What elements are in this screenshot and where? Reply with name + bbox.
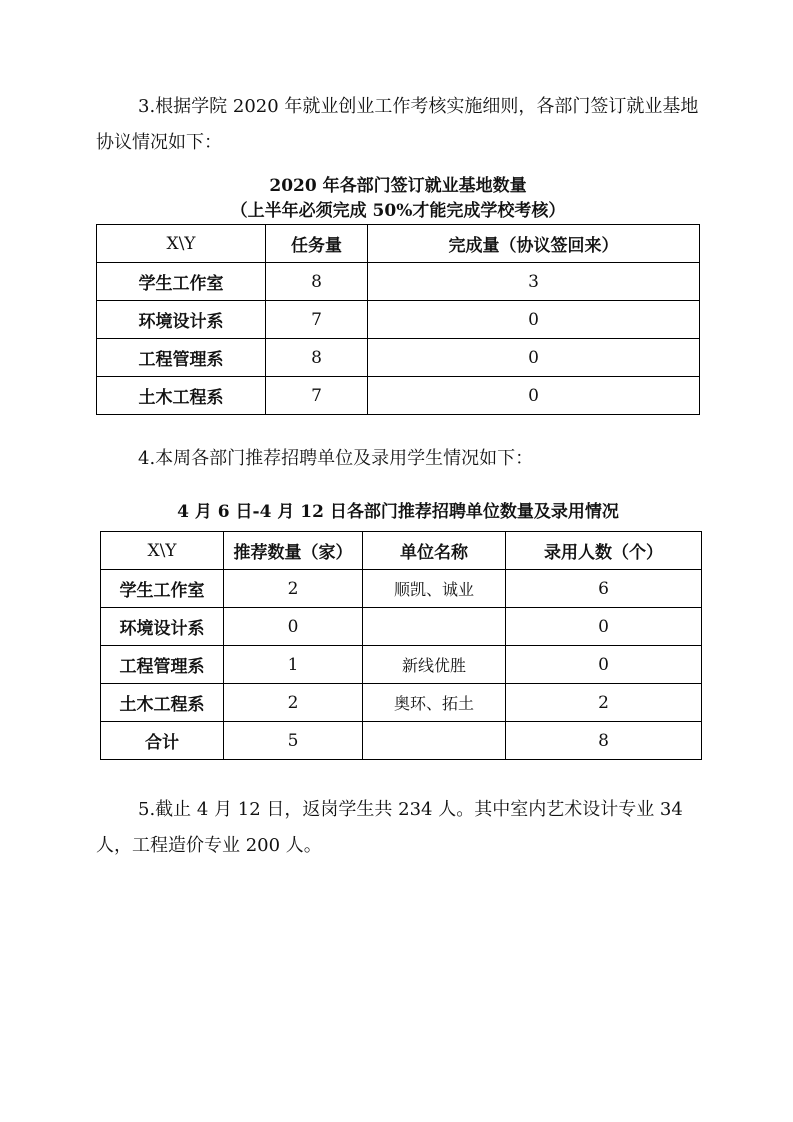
table-total-row (101, 722, 702, 760)
row-dept: 合计 (101, 722, 224, 760)
header-xy: X\Y (97, 225, 266, 263)
row-done: 0 (368, 377, 700, 415)
table-row (101, 570, 702, 608)
table-row (97, 263, 700, 301)
row-hired: 0 (506, 646, 702, 684)
paragraph-4: 4.本周各部门推荐招聘单位及录用学生情况如下： (138, 448, 534, 469)
header-hired: 录用人数（个） (506, 532, 702, 570)
row-dept: 环境设计系 (97, 301, 266, 339)
row-units: 顺凯、诚业 (363, 570, 506, 608)
row-task: 8 (266, 263, 368, 301)
row-dept: 工程管理系 (97, 339, 266, 377)
paragraph-3: 3.根据学院 2020 年就业创业工作考核实施细则，各部门签订就业基地协议情况如下： (96, 96, 699, 153)
header-xy: X\Y (101, 532, 224, 570)
row-done: 0 (368, 301, 700, 339)
header-done: 完成量（协议签回来） (368, 225, 700, 263)
row-dept: 土木工程系 (101, 684, 224, 722)
row-units: 奥环、拓土 (363, 684, 506, 722)
row-task: 8 (266, 339, 368, 377)
table1-caption-line2: （上半年必须完成 50%才能完成学校考核） (230, 201, 566, 221)
row-units: 新线优胜 (363, 646, 506, 684)
row-done: 0 (368, 339, 700, 377)
row-task: 7 (266, 301, 368, 339)
row-dept: 工程管理系 (101, 646, 224, 684)
row-dept: 环境设计系 (101, 608, 224, 646)
row-task: 7 (266, 377, 368, 415)
header-count: 推荐数量（家） (224, 532, 363, 570)
table-header-row (101, 532, 702, 570)
row-hired: 2 (506, 684, 702, 722)
row-count: 0 (224, 608, 363, 646)
row-count: 1 (224, 646, 363, 684)
base-agreement-table (96, 224, 700, 415)
row-dept: 土木工程系 (97, 377, 266, 415)
table-row (97, 377, 700, 415)
row-units (363, 722, 506, 760)
row-done: 3 (368, 263, 700, 301)
table-row (97, 339, 700, 377)
row-count: 5 (224, 722, 363, 760)
row-count: 2 (224, 684, 363, 722)
row-hired: 6 (506, 570, 702, 608)
table-row (101, 608, 702, 646)
header-units: 单位名称 (363, 532, 506, 570)
paragraph-5: 5.截止 4 月 12 日，返岗学生共 234 人。其中室内艺术设计专业 34 人，工程造价专业 200 人。 (96, 799, 683, 856)
row-dept: 学生工作室 (97, 263, 266, 301)
row-count: 2 (224, 570, 363, 608)
row-dept: 学生工作室 (101, 570, 224, 608)
table-header-row (97, 225, 700, 263)
row-units (363, 608, 506, 646)
table2-caption: 4 月 6 日-4 月 12 日各部门推荐招聘单位数量及录用情况 (177, 502, 619, 522)
table-row (101, 684, 702, 722)
row-hired: 8 (506, 722, 702, 760)
recruitment-table (100, 531, 702, 760)
table-row (97, 301, 700, 339)
table-row (101, 646, 702, 684)
row-hired: 0 (506, 608, 702, 646)
header-task: 任务量 (266, 225, 368, 263)
table1-caption-line1: 2020 年各部门签订就业基地数量 (269, 176, 527, 196)
